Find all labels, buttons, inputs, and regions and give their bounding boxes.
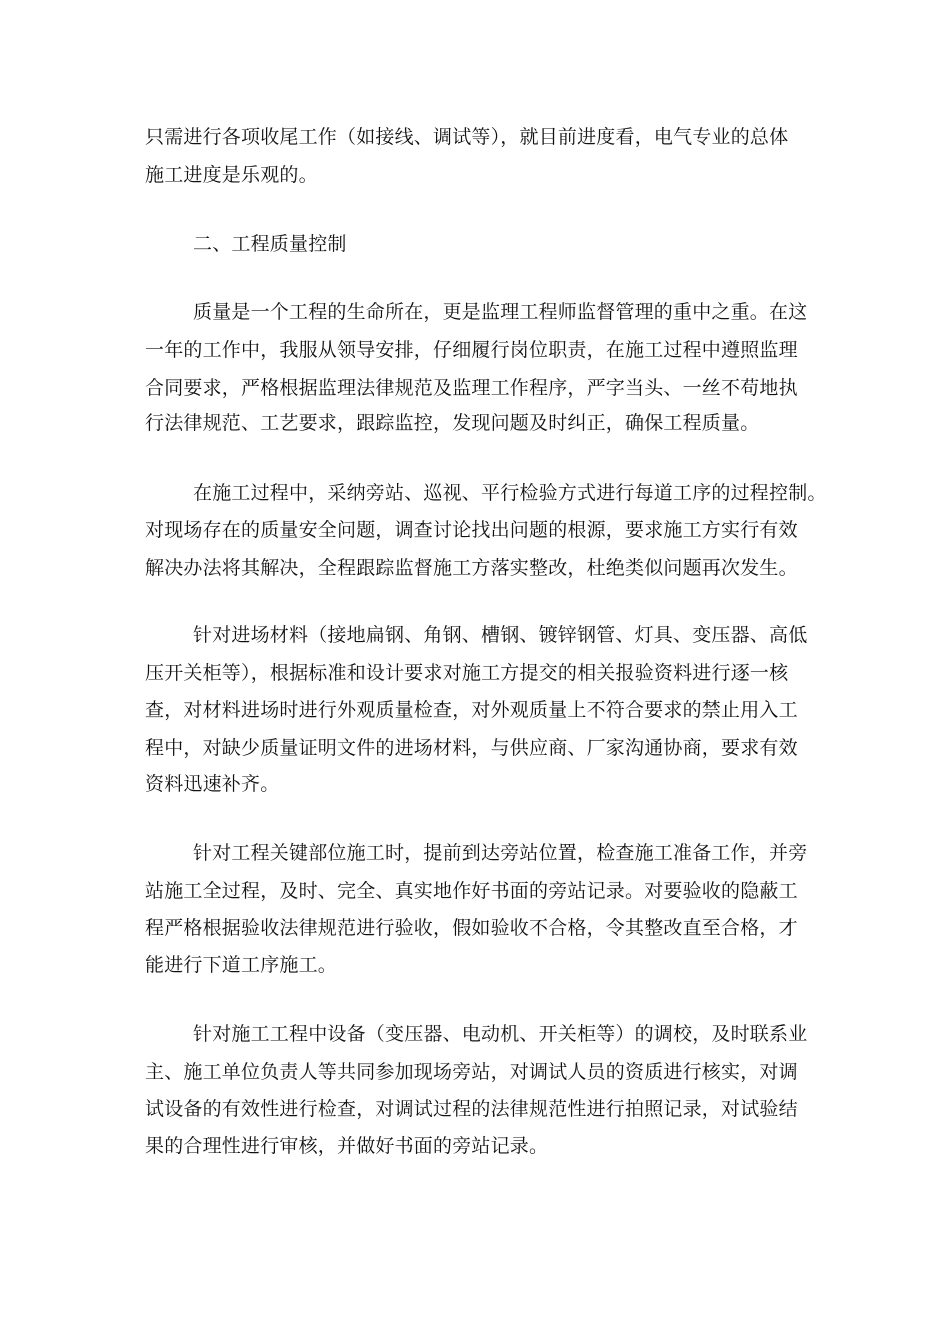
paragraph-line: 试设备的有效性进行检查，对调试过程的法律规范性进行拍照记录，对试验结	[145, 1098, 798, 1120]
paragraph-line: 站施工全过程，及时、完全、真实地作好书面的旁站记录。对要验收的隐蔽工	[145, 880, 798, 902]
paragraph-line: 查，对材料进场时进行外观质量检查，对外观质量上不符合要求的禁止用入工	[145, 699, 798, 721]
paragraph-line: 质量是一个工程的生命所在，更是监理工程师监督管理的重中之重。在这	[193, 301, 808, 323]
paragraph-line: 压开关柜等），根据标准和设计要求对施工方提交的相关报验资料进行逐一核	[145, 662, 789, 684]
paragraph-line: 能进行下道工序施工。	[145, 954, 338, 976]
paragraph-line: 对现场存在的质量安全问题，调查讨论找出问题的根源，要求施工方实行有效	[145, 519, 798, 541]
section-heading: 二、工程质量控制	[193, 233, 347, 255]
paragraph-line: 主、施工单位负责人等共同参加现场旁站，对调试人员的资质进行核实，对调	[145, 1061, 798, 1083]
paragraph-line: 针对施工工程中设备（变压器、电动机、开关柜等）的调校，及时联系业	[193, 1023, 808, 1045]
paragraph-line: 资料迅速补齐。	[145, 773, 280, 795]
paragraph-line: 解决办法将其解决，全程跟踪监督施工方落实整改，杜绝类似问题再次发生。	[145, 557, 798, 579]
paragraph-line: 在施工过程中，采纳旁站、巡视、平行检验方式进行每道工序的过程控制。	[193, 482, 827, 504]
paragraph-line: 程严格根据验收法律规范进行验收，假如验收不合格，令其整改直至合格，才	[145, 917, 798, 939]
paragraph-line: 果的合理性进行审核，并做好书面的旁站记录。	[145, 1135, 549, 1157]
paragraph-line: 行法律规范、工艺要求，跟踪监控，发现问题及时纠正，确保工程质量。	[145, 412, 760, 434]
paragraph-line: 针对进场材料（接地扁钢、角钢、槽钢、镀锌钢管、灯具、变压器、高低	[193, 624, 808, 646]
paragraph-line: 合同要求，严格根据监理法律规范及监理工作程序，严字当头、一丝不苟地执	[145, 377, 798, 399]
paragraph-line: 针对工程关键部位施工时，提前到达旁站位置，检查施工准备工作，并旁	[193, 842, 808, 864]
paragraph-line: 一年的工作中，我服从领导安排，仔细履行岗位职责，在施工过程中遵照监理	[145, 339, 798, 361]
paragraph-line: 施工进度是乐观的。	[145, 164, 318, 186]
paragraph-line: 只需进行各项收尾工作（如接线、调试等），就目前进度看，电气专业的总体	[145, 126, 789, 148]
paragraph-line: 程中，对缺少质量证明文件的进场材料，与供应商、厂家沟通协商，要求有效	[145, 737, 798, 759]
